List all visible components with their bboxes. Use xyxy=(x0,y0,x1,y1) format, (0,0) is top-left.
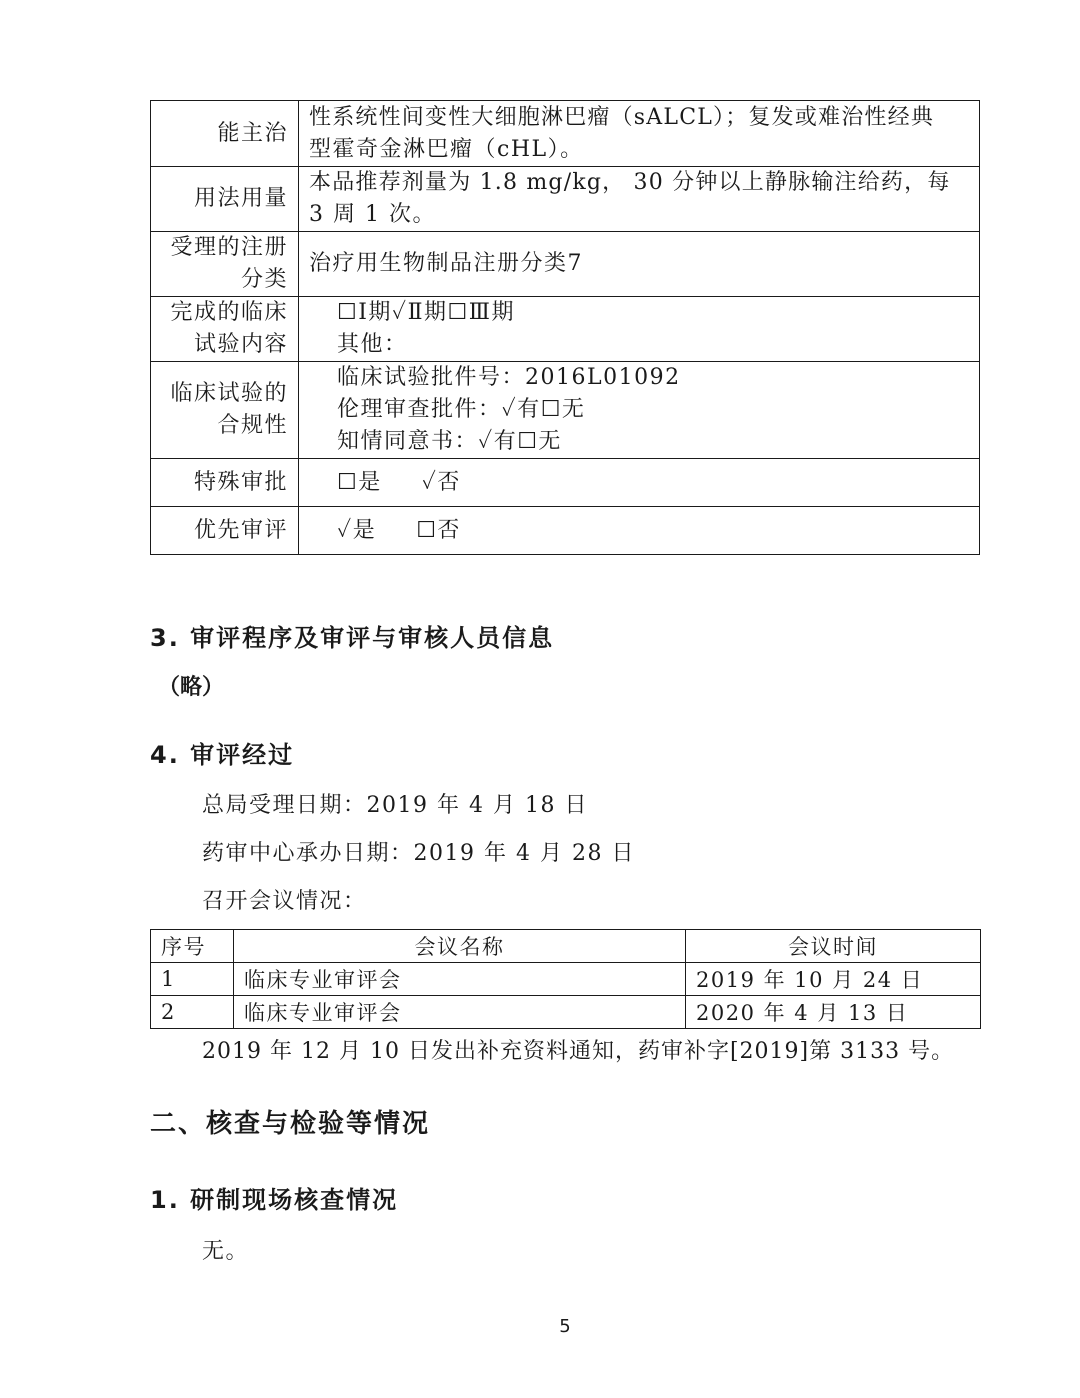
row-value xyxy=(299,167,980,232)
value-line: 3 周 1 次。 xyxy=(309,202,436,227)
value-line: 本品推荐剂量为 1.8 mg/kg， 30 分钟以上静脉输注给药，每 xyxy=(309,170,951,195)
option-no: ☐否 xyxy=(416,517,461,543)
table-cell: 临床专业审评会 xyxy=(234,963,686,996)
row-value xyxy=(299,232,980,297)
table-cell: 1 xyxy=(151,963,234,996)
table-row xyxy=(151,459,980,507)
page-number: 5 xyxy=(559,1316,571,1337)
table-cell: 临床专业审评会 xyxy=(234,996,686,1029)
section4-heading: 4. 审评经过 xyxy=(150,741,295,769)
label-line: 合规性 xyxy=(217,413,288,438)
value-line: 型霍奇金淋巴瘤（cHL）。 xyxy=(309,136,584,162)
row-label: 优先审评 xyxy=(151,507,299,555)
value-line: 其他： xyxy=(337,332,408,357)
value-line: 性系统性间变性大细胞淋巴瘤（sALCL）；复发或难治性经典 xyxy=(309,104,935,130)
table-row xyxy=(151,963,981,996)
meetings-table xyxy=(150,929,981,1029)
table-row xyxy=(151,232,980,297)
table-header-row xyxy=(151,930,981,963)
table-row xyxy=(151,996,981,1029)
column-header: 会议时间 xyxy=(686,930,981,963)
row-value xyxy=(299,101,980,167)
table-row xyxy=(151,297,980,362)
section3-note: （略） xyxy=(158,675,225,700)
meetings-label: 召开会议情况： xyxy=(202,889,367,914)
value-line: ☐Ⅰ期✓Ⅱ期☐Ⅲ期 xyxy=(337,300,515,325)
value-line: 治疗用生物制品注册分类7 xyxy=(309,251,583,276)
column-header: 序号 xyxy=(151,930,234,963)
value-line: 伦理审查批件：✓有☐无 xyxy=(337,397,586,422)
row-label xyxy=(151,362,299,459)
table-row xyxy=(151,167,980,232)
row-label: 用法用量 xyxy=(151,167,299,232)
value-line: 知情同意书：✓有☐无 xyxy=(337,429,562,454)
table-cell: 2020 年 4 月 13 日 xyxy=(686,996,981,1029)
supplement-note: 2019 年 12 月 10 日发出补充资料通知，药审补字[2019]第 3133 号。 xyxy=(202,1039,955,1064)
label-line: 试验内容 xyxy=(193,332,288,357)
drug-info-table xyxy=(150,100,980,555)
label-line: 受理的注册 xyxy=(170,235,288,260)
table-cell: 2019 年 10 月 24 日 xyxy=(686,963,981,996)
row-value xyxy=(299,459,980,507)
row-label xyxy=(151,232,299,297)
table-row xyxy=(151,101,980,167)
option-yes: ☐是 xyxy=(337,469,382,495)
option-yes: ✓是 xyxy=(337,517,377,543)
table-cell: 2 xyxy=(151,996,234,1029)
label-line: 完成的临床 xyxy=(170,300,288,325)
row-value xyxy=(299,507,980,555)
option-no: ✓否 xyxy=(421,469,461,495)
value-line: 临床试验批件号：2016L01092 xyxy=(337,365,681,390)
row-label: 能主治 xyxy=(151,101,299,167)
label-line: 临床试验的 xyxy=(170,381,288,406)
table-row xyxy=(151,507,980,555)
row-label xyxy=(151,297,299,362)
section3-heading: 3. 审评程序及审评与审核人员信息 xyxy=(150,624,555,652)
chapter2-heading: 二、核查与检验等情况 xyxy=(150,1109,431,1139)
column-header: 会议名称 xyxy=(234,930,686,963)
section1-heading: 1. 研制现场核查情况 xyxy=(150,1186,399,1214)
table-row xyxy=(151,362,980,459)
row-value xyxy=(299,362,980,459)
row-label: 特殊审批 xyxy=(151,459,299,507)
label-line: 分类 xyxy=(240,267,288,292)
section1-body: 无。 xyxy=(202,1239,250,1264)
accept-date: 总局受理日期：2019 年 4 月 18 日 xyxy=(202,793,588,818)
row-value xyxy=(299,297,980,362)
center-date: 药审中心承办日期：2019 年 4 月 28 日 xyxy=(202,841,635,866)
